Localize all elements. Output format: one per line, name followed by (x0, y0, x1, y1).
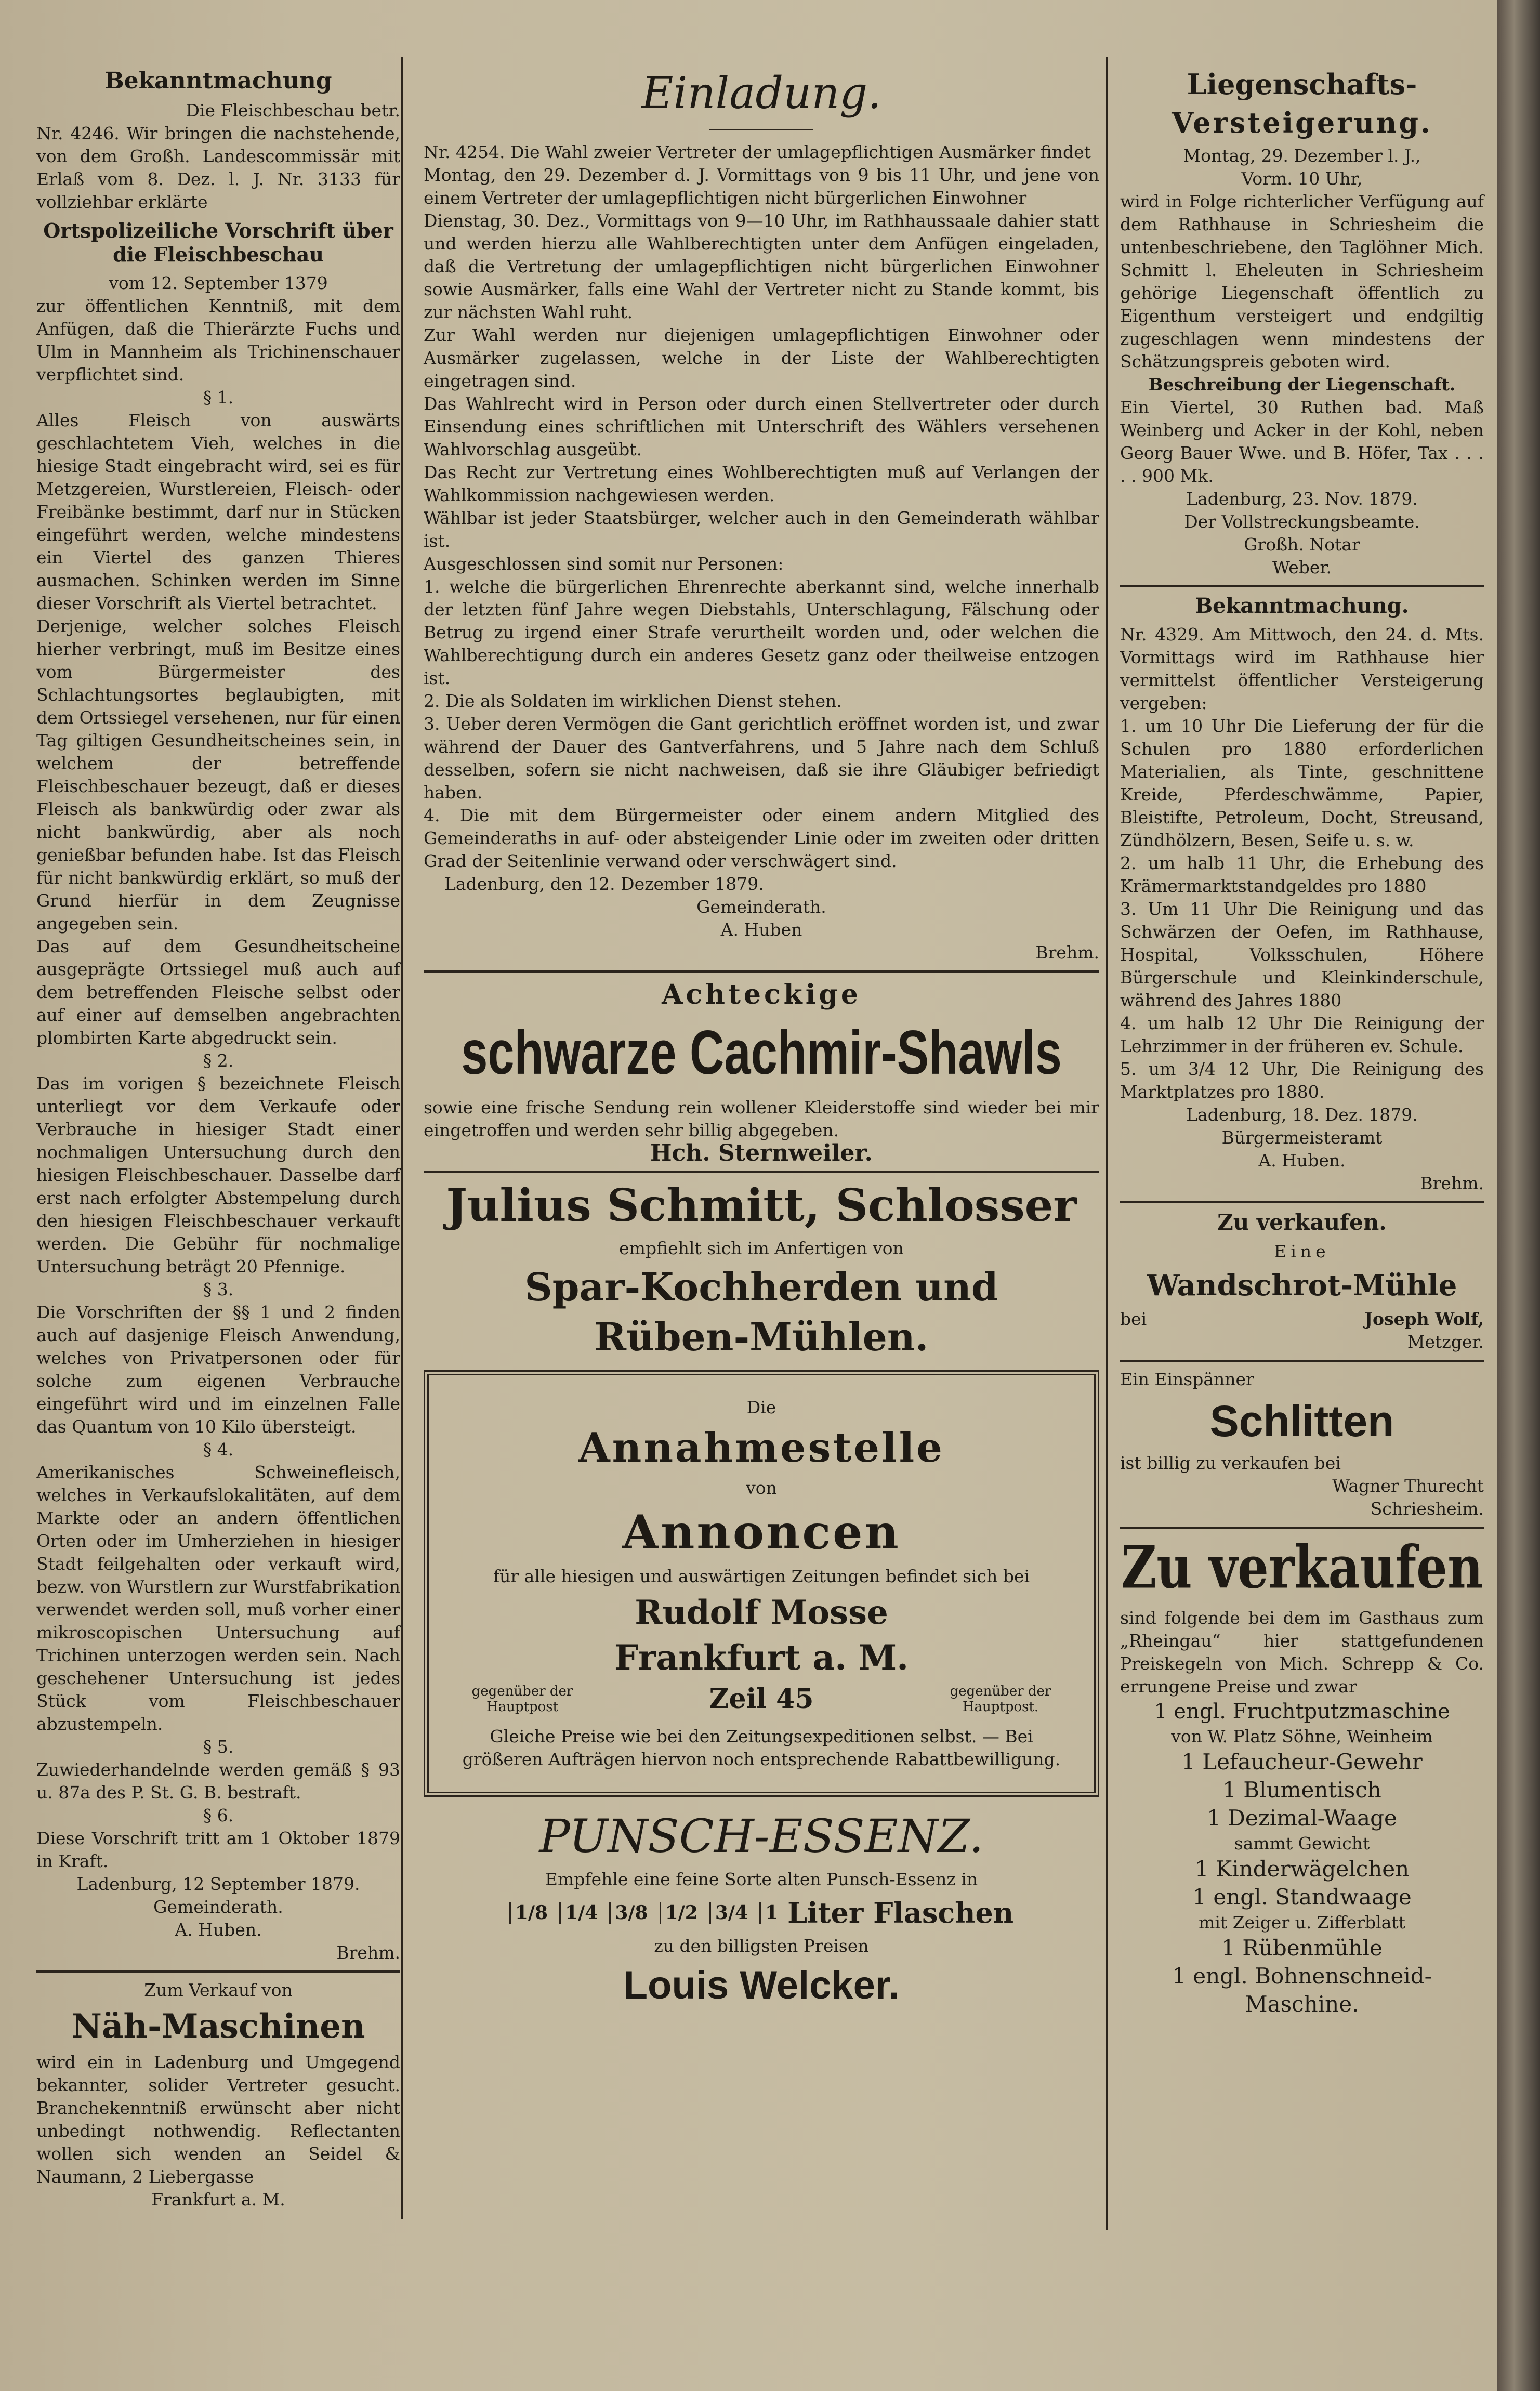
list-item: 1 engl. Fruchtputzmaschine (1154, 1700, 1450, 1724)
list-item: 1 Dezimal-Waage (1207, 1805, 1397, 1831)
inv-p8: Ausgeschlossen sind somit nur Personen: (424, 554, 784, 574)
punsch-sign: Louis Welcker. (623, 1963, 900, 2007)
punsch-price: zu den billigsten Preisen (654, 1936, 869, 1956)
notice-title: Ortspolizeiliche Vorschrift über die Fleischbeschau (43, 219, 393, 266)
inv-p12: 4. Die mit dem Bürgermeister oder einem andern Mitglied des Gemeinderaths in auf- oder absteigender Linie oder im zweiten oder dritten Grad der Seitenlinie verwand oder verschwägert sind. (424, 805, 1099, 871)
ad-sewing-machines: Näh-Maschinen (71, 2007, 365, 2046)
section-6: § 6. (203, 1805, 234, 1825)
bk-p4: 3. Um 11 Uhr Die Reinigung und das Schwärzen der Oefen, im Rathhause, Hospital, Volksschulen, Höhere Bürgerschule und Kleinkinderschule, während des Jahres 1880 (1120, 899, 1484, 1010)
box-text: für alle hiesigen und auswärtigen Zeitungen befindet sich bei (493, 1566, 1030, 1586)
list-item: 1 Lefaucheur-Gewehr (1181, 1749, 1423, 1775)
section-1: § 1. (203, 387, 234, 408)
v1-job: Metzger. (1407, 1332, 1484, 1352)
invitation-heading: Einladung. (641, 68, 881, 119)
box-die: Die (746, 1397, 776, 1417)
auction-text: wird in Folge richterlicher Verfügung auf dem Rathhause in Schriesheim die untenbeschriebene, den Taglöhner Mich. Schmitt l. Eheleuten in Schriesheim gehörige Liegenschaft öffentlich zu Eigenthum versteigert und endgiltig zugeschlagen wenn mindestens der Schätzungspreis geboten wird. (1120, 191, 1484, 372)
next-page-edge (1497, 0, 1540, 2391)
auction-date: Montag, 29. Dezember l. J., (1183, 146, 1421, 166)
v1-seller-row (1120, 1308, 1484, 1331)
box-city: Frankfurt a. M. (614, 1637, 909, 1678)
fraction: 1 (759, 1902, 778, 1924)
notice-sign2: Brehm. (336, 1942, 400, 1963)
schmitt-title: Julius Schmitt, Schlosser (446, 1179, 1077, 1232)
column-1 (36, 62, 400, 2211)
punsch-title: PUNSCH-ESSENZ. (539, 1809, 984, 1863)
notice-sub: Die Fleischbeschau betr. (186, 100, 400, 121)
auction-desc: Ein Viertel, 30 Ruthen bad. Maß Weinberg und Acker in der Kohl, neben Georg Bauer Wwe. und B. Höfer, Tax . . . . . 900 Mk. (1120, 397, 1484, 486)
inv-p7: Wählbar ist jeder Staatsbürger, welcher auch in den Gemeinderath wählbar ist. (424, 508, 1099, 551)
bk-p6: 5. um 3/4 12 Uhr, Die Reinigung des Marktplatzes pro 1880. (1120, 1059, 1484, 1102)
notice-heading: Bekanntmachung (104, 68, 332, 94)
notice-sign1: A. Huben. (175, 1920, 262, 1940)
box-annoncen: Annoncen (622, 1505, 901, 1560)
auction-heading2: Versteigerung. (1172, 106, 1432, 139)
para-2: Das im vorigen § bezeichnete Fleisch unterliegt vor dem Verkaufe oder Verbrauche in hiesiger Stadt einer nochmaligen Untersuchung durch den hiesigen Fleischbeschauer. Dasselbe darf erst nach erfolgter Abstempelung durch den hiesigen Fleischbeschauer verkauft werden. Die Gebühr für nochmalige Untersuchung beträgt 20 Pfennige. (36, 1073, 400, 1277)
box-address-row (460, 1683, 1063, 1715)
v3-prize-list (1120, 1698, 1484, 2018)
divider (1120, 1527, 1484, 1529)
inv-p5: Das Wahlrecht wird in Person oder durch einen Stellvertreter oder durch Einsendung eines schriftlichen mit Unterschrift des Wählers versehenen Wahlvorschlag ausgeübt. (424, 393, 1099, 459)
bk-p1: Nr. 4329. Am Mittwoch, den 24. d. Mts. Vormittags wird im Rathhause hier vermittelst öffentlicher Versteigerung vergeben: (1120, 624, 1484, 713)
inv-p9: 1. welche die bürgerlichen Ehrenrechte aberkannt sind, welche innerhalb der letzten fünf Jahre wegen Diebstahls, Unterschlagung, Fälschung oder Betrug zu irgend einer Strafe verurtheilt worden und, oder welchen die Wahlberechtigung durch ein anderes Gesetz ganz oder theilweise entzogen ist. (424, 576, 1099, 688)
para-3: Die Vorschriften der §§ 1 und 2 finden auch auf dasjenige Fleisch Anwendung, welches von Privatpersonen oder für solche zum eigenen Verbrauche eingeführt wird und im einzelnen Falle das Quantum von 10 Kilo übersteigt. (36, 1302, 400, 1437)
divider (424, 1171, 1099, 1173)
box-address: Zeil 45 (709, 1683, 814, 1715)
shawl-sign: Hch. Sternweiler. (650, 1140, 873, 1166)
fraction: 1/8 (509, 1902, 548, 1924)
v1-title: Wandschrot-Mühle (1147, 1268, 1457, 1303)
inv-p10: 2. Die als Soldaten im wirklichen Dienst stehen. (424, 691, 842, 711)
v3-title: Zu verkaufen (1121, 1533, 1483, 1602)
schmitt-line1: Spar-Kochherden und (524, 1265, 998, 1310)
para-1: Alles Fleisch von auswärts geschlachtetem Vieh, welches in die hiesige Stadt eingebracht wird, sei es für Metzgereien, Wurstlereien, Fleisch- oder Freibänke bestimmt, darf nur in Stücken eingeführt werden, welche mindestens ein Viertel des ganzen Thieres ausmachen. Schinken werden im Sinne dieser Vorschrift als Viertel betrachtet. (36, 410, 400, 613)
column-rule-2 (1106, 57, 1108, 2230)
shawl-head: Achteckige (662, 979, 861, 1010)
inv-p6: Das Recht zur Vertretung eines Wohlberechtigten muß auf Verlangen der Wahlkommission nachgewiesen werden. (424, 462, 1099, 505)
section-4: § 4. (203, 1439, 234, 1460)
inv-p11: 3. Ueber deren Vermögen die Gant gerichtlich eröffnet worden ist, und zwar während der Dauer des Gantverfahrens, und 5 Jahre nach dem Schluß desselben, sofern sie nicht nachweisen, daß sie ihre Gläubiger befriedigt haben. (424, 714, 1099, 803)
column-rule-1 (401, 57, 403, 2219)
divider (36, 1970, 400, 1973)
box-foot: Gleiche Preise wie bei den Zeitungsexpeditionen selbst. — Bei größeren Aufträgen hiervon noch entsprechende Rabattbewilligung. (462, 1726, 1061, 1769)
v1-eine: Eine (1274, 1241, 1330, 1262)
ad-text: wird ein in Ladenburg und Umgegend bekannter, solider Vertreter gesucht. Branchekenntniß erwünscht aber nicht unbedingt nothwendig. Reflectanten wollen sich wenden an Seidel & Naumann, 2 Liebergasse (36, 2052, 400, 2187)
auction-officer3: Weber. (1272, 557, 1332, 577)
divider (1120, 1201, 1484, 1203)
list-item: Maschine. (1245, 1991, 1359, 2017)
punsch-unit: Liter Flaschen (787, 1896, 1014, 1929)
section-2: § 2. (203, 1050, 234, 1071)
v1-bei: bei (1120, 1309, 1147, 1329)
section-5: § 5. (203, 1737, 234, 1757)
bk-heading: Bekanntmachung. (1195, 594, 1409, 618)
auction-heading1: Liegenschafts- (1187, 68, 1417, 101)
v2-text: ist billig zu verkaufen bei (1120, 1453, 1341, 1473)
box-von: von (746, 1478, 777, 1498)
v2-title: Schlitten (1209, 1397, 1394, 1446)
schmitt-line2: Rüben-Mühlen. (594, 1315, 929, 1360)
bk-sign2: Brehm. (1420, 1173, 1484, 1193)
v2-city: Schriesheim. (1370, 1499, 1484, 1519)
mosse-ad-box (424, 1370, 1099, 1797)
divider (424, 970, 1099, 973)
box-name: Rudolf Mosse (635, 1593, 888, 1632)
ad-city: Frankfurt a. M. (151, 2189, 285, 2210)
list-item: 1 Rübenmühle (1221, 1935, 1383, 1961)
v1-name: Joseph Wolf, (1364, 1309, 1484, 1329)
fraction-list (509, 1902, 778, 1924)
inv-org: Gemeinderath. (696, 897, 826, 917)
fraction: 3/8 (609, 1902, 648, 1924)
punsch-sizes (424, 1896, 1099, 1929)
box-annahmestelle: Annahmestelle (578, 1424, 944, 1472)
list-item: mit Zeiger u. Zifferblatt (1199, 1912, 1405, 1933)
box-left: gegenüber der Hauptpost (471, 1683, 573, 1715)
list-item: sammt Gewicht (1234, 1833, 1370, 1854)
fraction: 1/4 (559, 1902, 598, 1924)
fraction: 1/2 (660, 1902, 698, 1924)
auction-officer2: Großh. Notar (1244, 534, 1360, 555)
fraction: 3/4 (709, 1902, 748, 1924)
list-item: von W. Platz Söhne, Weinheim (1171, 1726, 1433, 1746)
bk-p3: 2. um halb 11 Uhr, die Erhebung des Krämermarktstandgeldes pro 1880 (1120, 853, 1484, 896)
divider (1120, 1360, 1484, 1362)
v2-name: Wagner Thurecht (1332, 1476, 1484, 1496)
para-6: Diese Vorschrift tritt am 1 Oktober 1879 in Kraft. (36, 1828, 400, 1871)
box-right: gegenüber der Hauptpost. (950, 1683, 1051, 1715)
list-item: 1 Blumentisch (1222, 1777, 1381, 1803)
notice-date: vom 12. September 1379 (109, 273, 328, 293)
inv-p2: Montag, den 29. Dezember d. J. Vormittags von 9 bis 11 Uhr, und jene von einem Vertreter der umlagepflichtigen nicht bürgerlichen Einwohner (424, 165, 1099, 208)
notice-org: Gemeinderath. (153, 1897, 283, 1917)
inv-p4: Zur Wahl werden nur diejenigen umlagepflichtigen Einwohner oder Ausmärker zugelassen, welche in der Liste der Wahlberechtigten eingetragen sind. (424, 325, 1099, 391)
bk-place: Ladenburg, 18. Dez. 1879. (1186, 1105, 1418, 1125)
v1-heading: Zu verkaufen. (1217, 1210, 1387, 1235)
para-5: Zuwiederhandelnde werden gemäß § 93 u. 87a des P. St. G. B. bestraft. (36, 1759, 400, 1803)
auction-desc-head: Beschreibung der Liegenschaft. (1148, 374, 1456, 395)
para-1b: Derjenige, welcher solches Fleisch hierher verbringt, muß im Besitze eines vom Bürgermeister des Schlachtungsortes beglaubigten, mit dem Ortssiegel versehenen, nur für einen Tag giltigen Gesundheitscheines sein, in welchem der betreffende Fleischbeschauer bezeugt, daß er dieses Fleisch als bankwürdig oder zwar als nicht bankwürdig, aber als noch genießbar befunden habe. Ist das Fleisch für nicht bankwürdig erklärt, so muß der Grund hierfür in dem Zeugnisse angegeben sein. (36, 616, 400, 934)
divider (1120, 585, 1484, 587)
v2-heading: Ein Einspänner (1120, 1369, 1254, 1389)
bk-p2: 1. um 10 Uhr Die Lieferung der für die Schulen pro 1880 erforderlichen Materialien, als Tinte, geschnittene Kreide, Pferdeschwämme, Papier, Bleistifte, Petroleum, Docht, Streusand, Zündhölzern, Besen, Seife u. s. w. (1120, 716, 1484, 850)
punsch-sub: Empfehle eine feine Sorte alten Punsch-Essenz in (545, 1869, 978, 1889)
auction-officer: Der Vollstreckungsbeamte. (1184, 511, 1420, 532)
auction-place: Ladenburg, 23. Nov. 1879. (1186, 489, 1418, 509)
auction-time: Vorm. 10 Uhr, (1241, 168, 1363, 189)
shawl-title: schwarze Cachmir-Shawls (461, 1018, 1062, 1088)
para-1c: Das auf dem Gesundheitscheine ausgeprägte Ortssiegel muß auch auf dem betreffenden Fleische selbst oder auf einer auf demselben angebrachten plombirten Karte abgedruckt sein. (36, 936, 400, 1048)
bk-sign1: A. Huben. (1258, 1150, 1346, 1171)
bk-p5: 4. um halb 12 Uhr Die Reinigung der Lehrzimmer in der früheren ev. Schule. (1120, 1013, 1484, 1056)
list-item: 1 engl. Bohnenschneid- (1172, 1963, 1432, 1989)
bk-org: Bürgermeisteramt (1221, 1127, 1383, 1148)
list-item: 1 engl. Standwaage (1192, 1884, 1412, 1910)
inv-place: Ladenburg, den 12. Dezember 1879. (444, 874, 764, 894)
inv-sign2: Brehm. (1035, 942, 1099, 963)
notice-intro2: zur öffentlichen Kenntniß, mit dem Anfügen, daß die Thierärzte Fuchs und Ulm in Mannheim als Trichinenschauer verpflichtet sind. (36, 296, 400, 385)
notice-intro: Nr. 4246. Wir bringen die nachstehende, von dem Großh. Landescommissär mit Erlaß vom 8. Dez. l. J. Nr. 3133 für vollziehbar erklärte (36, 123, 400, 212)
inv-sign1: A. Huben (720, 919, 802, 940)
v3-text: sind folgende bei dem im Gasthaus zum „Rheingau“ hier stattgefundenen Preiskegeln von Mich. Schrepp & Co. errungene Preise und zwar (1120, 1608, 1484, 1697)
column-3 (1120, 62, 1484, 2018)
section-3: § 3. (203, 1279, 234, 1299)
ad-head: Zum Verkauf von (144, 1980, 293, 2000)
short-rule (709, 129, 813, 130)
notice-place: Ladenburg, 12 September 1879. (76, 1874, 360, 1894)
column-2 (424, 62, 1099, 2013)
para-4: Amerikanisches Schweinefleisch, welches in Verkaufslokalitäten, auf dem Markte oder an andern öffentlichen Orten oder im Umherziehen in hiesiger Stadt feilgehalten oder verkauft wird, bezw. von Wurstlern zur Wurstfabrikation verwendet werden soll, muß vorher einer mikroscopischen Untersuchung auf Trichinen unterzogen werden sein. Nach geschehener Untersuchung ist jedes Stück vom Fleischbeschauer abzustempeln. (36, 1462, 400, 1734)
inv-p3: Dienstag, 30. Dez., Vormittags von 9—10 Uhr, im Rathhaussaale dahier statt und werden hierzu alle Wahlberechtigten unter dem Anfügen eingeladen, daß die Vertretung der umlagepflichtigen nicht bürgerlichen Einwohner sowie Ausmärker, falls eine Wahl der Vertreter nicht zu Stande kommt, bis zur nächsten Wahl ruht. (424, 211, 1099, 322)
shawl-text: sowie eine frische Sendung rein wollener Kleiderstoffe sind wieder bei mir eingetroffen und werden sehr billig abgegeben. (424, 1097, 1099, 1140)
list-item: 1 Kinderwägelchen (1194, 1856, 1410, 1882)
schmitt-sub: empfiehlt sich im Anfertigen von (619, 1238, 904, 1258)
inv-p1: Nr. 4254. Die Wahl zweier Vertreter der umlagepflichtigen Ausmärker findet (424, 142, 1091, 162)
